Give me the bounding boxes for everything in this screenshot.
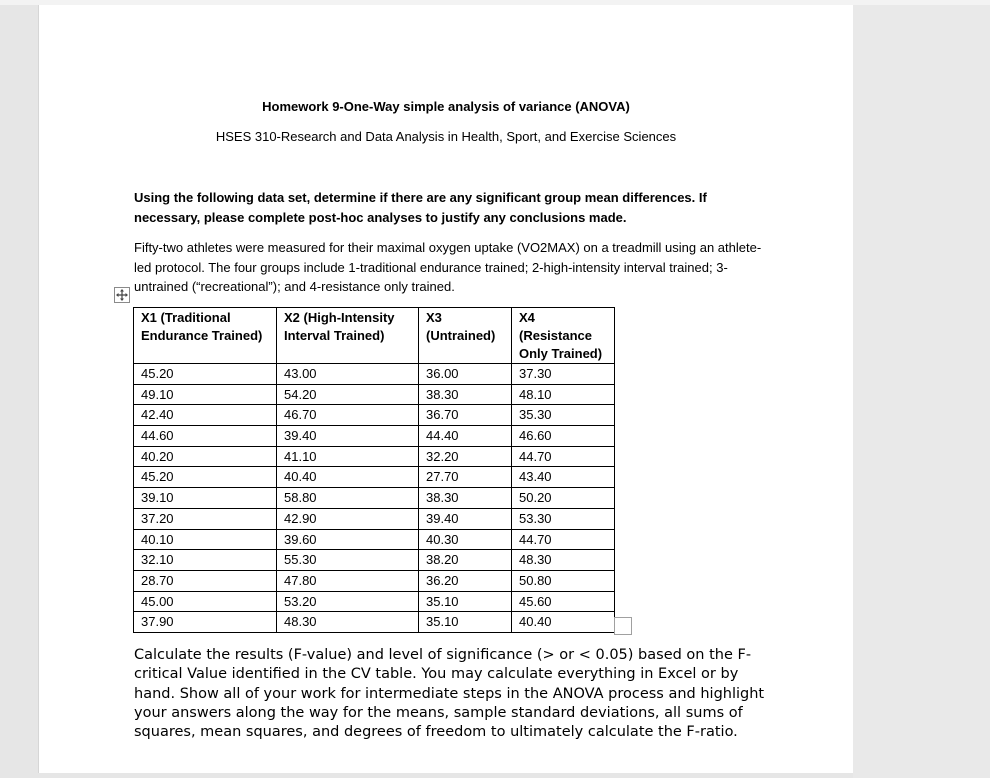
instructions-paragraph: Using the following data set, determine if there are any significant group mean differences. If necessary, please complete post-hoc analyses to justify any conclusions made.	[134, 190, 707, 225]
right-margin-area	[853, 5, 990, 778]
table-row	[134, 364, 615, 385]
table-row	[134, 508, 615, 529]
table-cell: 55.30	[277, 550, 419, 571]
table-row	[134, 446, 615, 467]
table-header-cell: X1 (Traditional Endurance Trained)	[134, 308, 277, 364]
table-cell: 49.10	[134, 384, 277, 405]
table-cell: 58.80	[277, 488, 419, 509]
table-header-cell: X4 (Resistance Only Trained)	[512, 308, 615, 364]
closing-paragraph: Calculate the results (F-value) and level of significance (> or < 0.05) based on the F-critical Value identified in the CV table. You may calculate everything in Excel or by hand. Show all of your work for intermediate steps in the ANOVA process and highlight your answers along the way for the means, sample standard deviations, all sums of squares, mean squares, and degrees of freedom to ultimately calculate the F-ratio.	[134, 647, 765, 741]
table-row	[134, 570, 615, 591]
table-row	[134, 550, 615, 571]
table-row	[134, 426, 615, 447]
table-cell: 35.30	[512, 405, 615, 426]
table-cell: 37.90	[134, 612, 277, 633]
table-cell: 48.10	[512, 384, 615, 405]
table-row	[134, 384, 615, 405]
table-cell: 36.20	[419, 570, 512, 591]
table-header-cell: X2 (High-Intensity Interval Trained)	[277, 308, 419, 364]
table-cell: 40.40	[277, 467, 419, 488]
table-cell: 40.10	[134, 529, 277, 550]
table-cell: 53.20	[277, 591, 419, 612]
table-cell: 43.00	[277, 364, 419, 385]
table-cell: 43.40	[512, 467, 615, 488]
table-cell: 48.30	[512, 550, 615, 571]
table-cell: 32.20	[419, 446, 512, 467]
table-cell: 36.00	[419, 364, 512, 385]
table-cell: 40.40	[512, 612, 615, 633]
table-cell: 42.90	[277, 508, 419, 529]
description-paragraph: Fifty-two athletes were measured for their maximal oxygen uptake (VO2MAX) on a treadmill using an athlete-led protocol. The four groups include 1-traditional endurance trained; 2-high-intensity interval trained; 3-untrained (“recreational”); and 4-resistance only trained.	[134, 240, 762, 294]
vo2max-data-table	[133, 307, 615, 633]
table-cell: 44.60	[134, 426, 277, 447]
table-cell: 48.30	[277, 612, 419, 633]
table-cell: 47.80	[277, 570, 419, 591]
table-row	[134, 529, 615, 550]
table-cell: 42.40	[134, 405, 277, 426]
table-cell: 45.20	[134, 364, 277, 385]
table-cell: 39.40	[419, 508, 512, 529]
table-row	[134, 591, 615, 612]
table-cell: 39.10	[134, 488, 277, 509]
table-row	[134, 488, 615, 509]
table-cell: 50.80	[512, 570, 615, 591]
table-row	[134, 405, 615, 426]
table-cell: 54.20	[277, 384, 419, 405]
table-cell: 35.10	[419, 591, 512, 612]
table-cell: 53.30	[512, 508, 615, 529]
table-cell: 37.30	[512, 364, 615, 385]
table-cell: 45.20	[134, 467, 277, 488]
table-cell: 44.70	[512, 529, 615, 550]
table-cell: 36.70	[419, 405, 512, 426]
document-page	[38, 5, 854, 773]
table-cell: 44.40	[419, 426, 512, 447]
table-cell: 39.40	[277, 426, 419, 447]
document-title: Homework 9-One-Way simple analysis of variance (ANOVA)	[262, 99, 630, 114]
table-cell: 27.70	[419, 467, 512, 488]
table-cell: 46.70	[277, 405, 419, 426]
table-cell: 50.20	[512, 488, 615, 509]
table-cell: 39.60	[277, 529, 419, 550]
table-cell: 40.30	[419, 529, 512, 550]
document-subtitle: HSES 310-Research and Data Analysis in Health, Sport, and Exercise Sciences	[215, 129, 677, 144]
table-row	[134, 467, 615, 488]
table-row	[134, 612, 615, 633]
table-cell: 32.10	[134, 550, 277, 571]
table-cell: 45.60	[512, 591, 615, 612]
move-arrows-icon[interactable]	[114, 287, 130, 303]
table-resize-icon[interactable]	[614, 617, 632, 635]
move-arrows-glyph	[116, 289, 128, 301]
table-cell: 46.60	[512, 426, 615, 447]
table-cell: 38.20	[419, 550, 512, 571]
table-cell: 37.20	[134, 508, 277, 529]
table-cell: 35.10	[419, 612, 512, 633]
table-cell: 28.70	[134, 570, 277, 591]
table-cell: 44.70	[512, 446, 615, 467]
table-cell: 38.30	[419, 384, 512, 405]
table-cell: 45.00	[134, 591, 277, 612]
table-cell: 41.10	[277, 446, 419, 467]
table-cell: 40.20	[134, 446, 277, 467]
table-cell: 38.30	[419, 488, 512, 509]
table-header-row	[134, 308, 615, 364]
table-header-cell: X3 (Untrained)	[419, 308, 512, 364]
